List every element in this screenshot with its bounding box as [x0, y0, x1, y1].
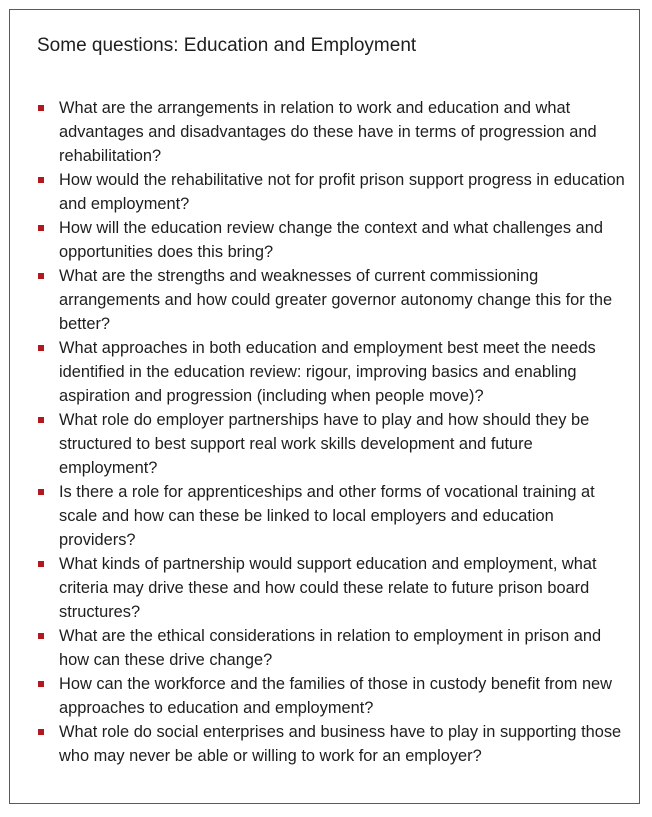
square-bullet-icon	[38, 633, 44, 639]
square-bullet-icon	[38, 561, 44, 567]
question-item	[37, 552, 629, 624]
box-title: Some questions: Education and Employment	[37, 35, 417, 56]
question-item	[37, 336, 629, 408]
question-item	[37, 624, 629, 672]
square-bullet-icon	[38, 489, 44, 495]
square-bullet-icon	[38, 345, 44, 351]
questions-box	[9, 9, 640, 804]
question-text: How would the rehabilitative not for profit prison support progress in education and employment?	[59, 171, 625, 213]
question-item	[37, 96, 629, 168]
question-item	[37, 480, 629, 552]
question-text: What are the arrangements in relation to work and education and what advantages and disadvantages do these have in terms of progression and rehabilitation?	[59, 99, 597, 165]
question-item	[37, 168, 629, 216]
question-text: What role do social enterprises and business have to play in supporting those who may never be able or willing to work for an employer?	[59, 723, 622, 765]
question-text: What kinds of partnership would support education and employment, what criteria may drive these and how could these relate to future prison board structures?	[59, 555, 597, 621]
question-text: What approaches in both education and employment best meet the needs identified in the education review: rigour, improving basics and enabling aspiration and progression (including when people move)?	[59, 339, 596, 405]
question-item	[37, 672, 629, 720]
question-item	[37, 216, 629, 264]
question-text: What are the strengths and weaknesses of current commissioning arrangements and how could greater governor autonomy change this for the better?	[59, 267, 613, 333]
question-item	[37, 408, 629, 480]
square-bullet-icon	[38, 273, 44, 279]
square-bullet-icon	[38, 177, 44, 183]
question-text: What are the ethical considerations in relation to employment in prison and how can these drive change?	[59, 627, 602, 669]
square-bullet-icon	[38, 105, 44, 111]
question-list	[37, 96, 629, 768]
question-text: How can the workforce and the families of those in custody benefit from new approaches to education and employment?	[59, 675, 613, 717]
square-bullet-icon	[38, 225, 44, 231]
square-bullet-icon	[38, 417, 44, 423]
question-text: Is there a role for apprenticeships and other forms of vocational training at scale and how can these be linked to local employers and education providers?	[59, 483, 595, 549]
question-item	[37, 264, 629, 336]
question-text: How will the education review change the context and what challenges and opportunities does this bring?	[59, 219, 603, 261]
square-bullet-icon	[38, 729, 44, 735]
square-bullet-icon	[38, 681, 44, 687]
question-item	[37, 720, 629, 768]
question-text: What role do employer partnerships have to play and how should they be structured to best support real work skills development and future employment?	[59, 411, 590, 477]
